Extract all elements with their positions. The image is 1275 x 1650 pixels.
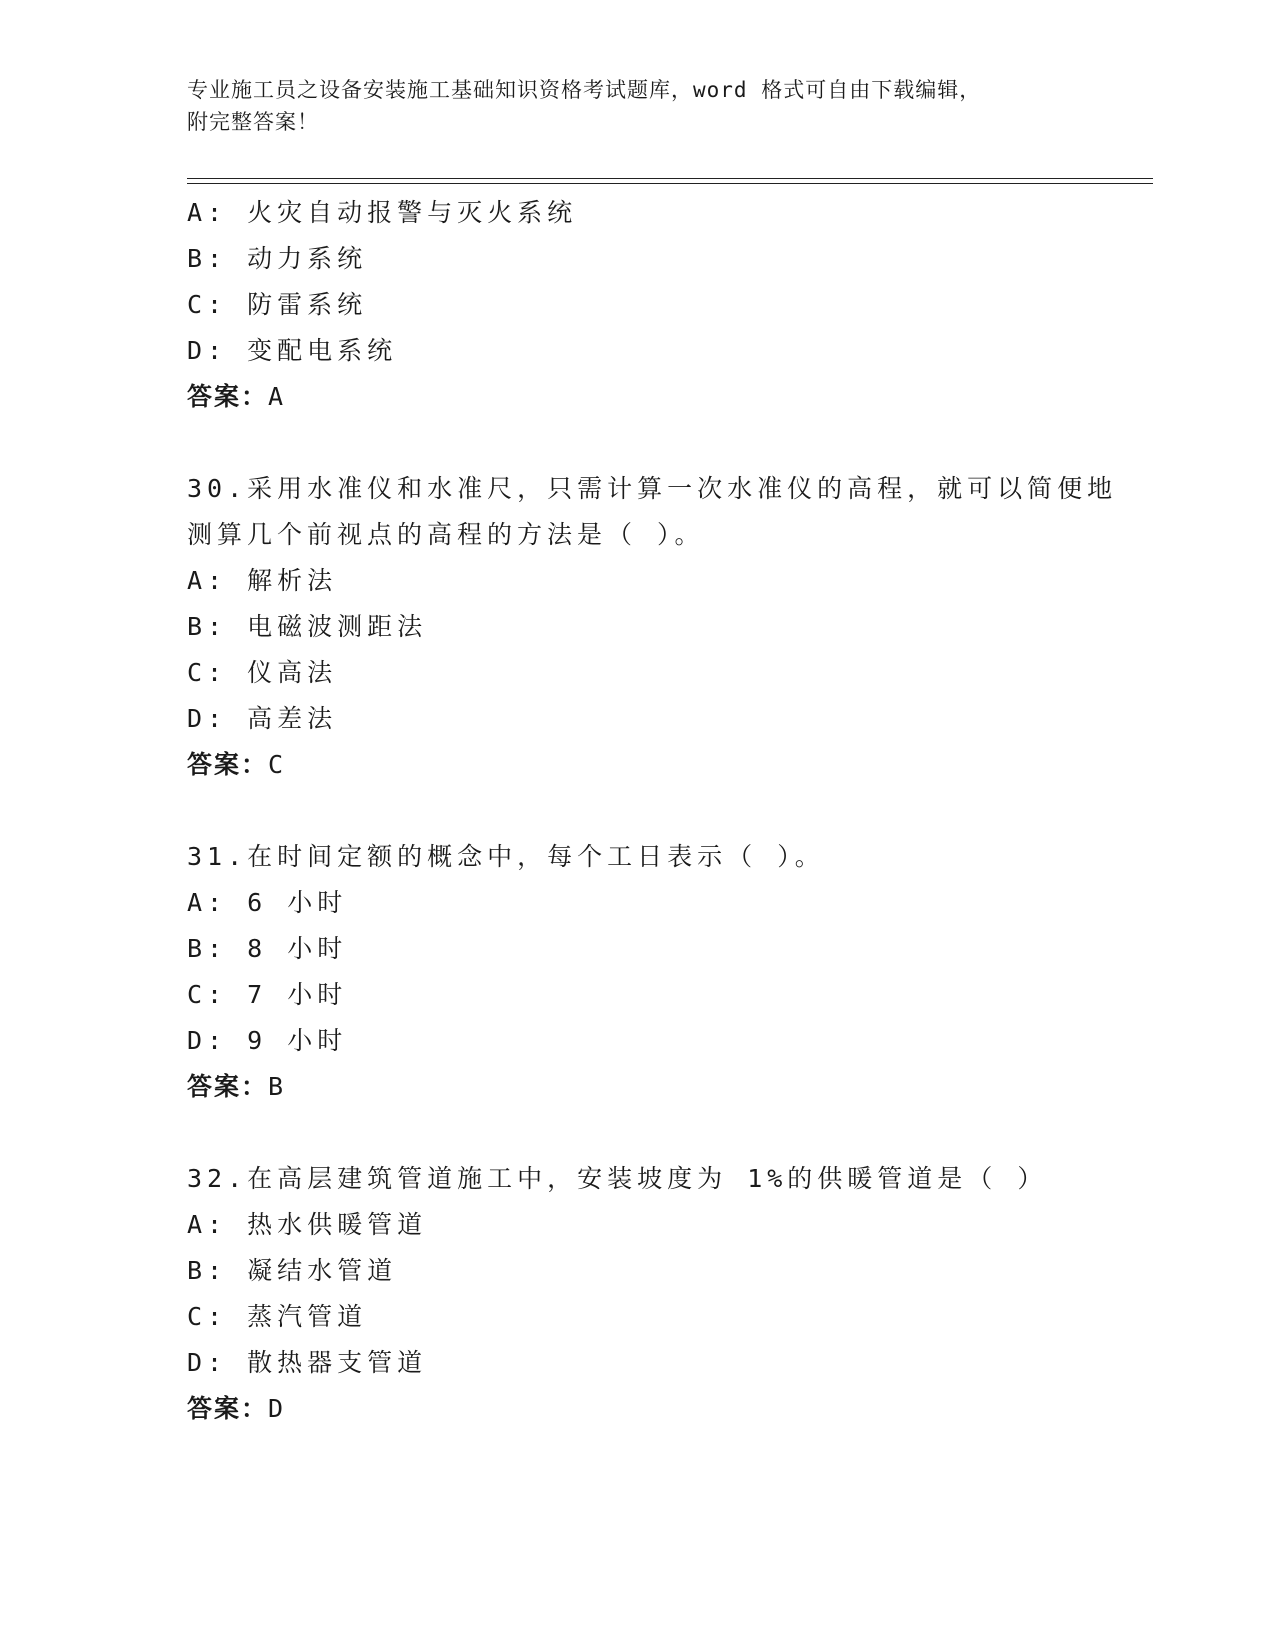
option-b: B: 动力系统: [187, 244, 368, 273]
answer-label: 答案：: [187, 750, 269, 779]
option-c: C: 防雷系统: [187, 290, 368, 319]
question-text: 32.在高层建筑管道施工中，安装坡度为 1%的供暖管道是（ ）: [187, 1164, 1048, 1193]
answer-value: C: [268, 750, 285, 779]
answer-value: A: [268, 382, 285, 411]
header-divider-top: [187, 178, 1153, 179]
answer-line: [187, 742, 1087, 788]
answer-line: [187, 1386, 1087, 1432]
question-text: 30.采用水准仪和水准尺，只需计算一次水准仪的高程，就可以简便地: [187, 474, 1118, 503]
question-text: 测算几个前视点的高程的方法是（ ）。: [187, 520, 705, 549]
answer-label: 答案：: [187, 1394, 269, 1423]
document-header: [187, 74, 1087, 138]
option-a: A: 火灾自动报警与灭火系统: [187, 198, 578, 227]
header-line-2: 附完整答案！: [187, 110, 319, 134]
question-block: [187, 1156, 1087, 1432]
spacer: [187, 788, 1087, 834]
spacer: [187, 1110, 1087, 1156]
question-block: [187, 466, 1118, 788]
answer-label: 答案：: [187, 382, 269, 411]
option-c: C: 蒸汽管道: [187, 1302, 368, 1331]
option-d: D: 9 小时: [187, 1026, 348, 1055]
option-b: B: 凝结水管道: [187, 1256, 398, 1285]
spacer: [187, 420, 1087, 466]
option-b: B: 电磁波测距法: [187, 612, 428, 641]
option-b: B: 8 小时: [187, 934, 348, 963]
option-a: A: 热水供暖管道: [187, 1210, 428, 1239]
option-c: C: 仪高法: [187, 658, 338, 687]
option-d: D: 变配电系统: [187, 336, 398, 365]
answer-line: [187, 1064, 1087, 1110]
option-a: A: 解析法: [187, 566, 338, 595]
header-divider-bottom: [187, 183, 1153, 184]
option-d: D: 高差法: [187, 704, 338, 733]
question-block: [187, 834, 1087, 1110]
option-d: D: 散热器支管道: [187, 1348, 428, 1377]
option-c: C: 7 小时: [187, 980, 348, 1009]
question-text: 31.在时间定额的概念中，每个工日表示（ ）。: [187, 842, 825, 871]
question-block: [187, 190, 1087, 420]
answer-value: D: [268, 1394, 285, 1423]
answer-label: 答案：: [187, 1072, 269, 1101]
answer-line: [187, 374, 1087, 420]
question-list: [187, 190, 1118, 1432]
answer-value: B: [268, 1072, 285, 1101]
option-a: A: 6 小时: [187, 888, 348, 917]
header-line-1: 专业施工员之设备安装施工基础知识资格考试题库，word 格式可自由下载编辑，: [187, 78, 982, 102]
